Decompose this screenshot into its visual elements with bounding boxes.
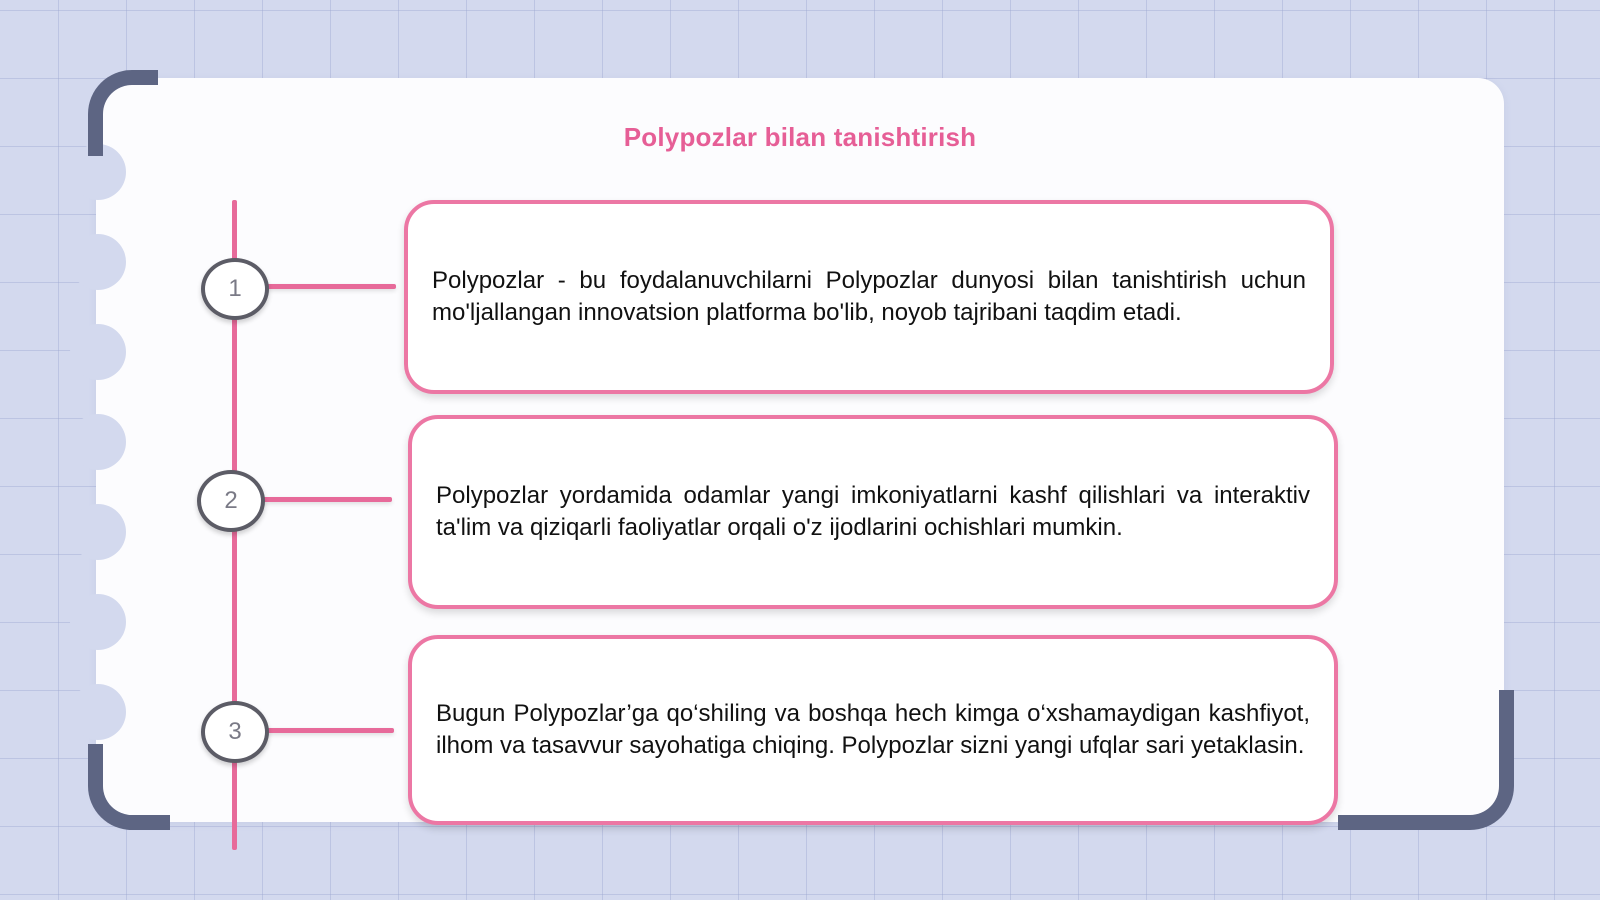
scallop-decoration [70, 504, 126, 560]
step-number: 1 [228, 275, 242, 302]
timeline-connector [260, 497, 392, 502]
step-number-badge [201, 701, 269, 763]
step-text: Polypozlar yordamida odamlar yangi imkoniyatlarni kashf qilishlari va interaktiv ta'lim va qiziqarli faoliyatlar orqali o'z ijodlarini ochishlari mumkin. [436, 482, 1310, 541]
timeline-connector [264, 284, 396, 289]
step-text: Bugun Polypozlar’ga qo‘shiling va boshqa hech kimga o‘xshamaydigan kashfiyot, ilhom va tasavvur sayohatiga chiqing. Polypozlar sizni yangi ufqlar sari yetaklasin. [436, 700, 1310, 759]
corner-bracket-bottom-right [1338, 690, 1514, 830]
step-card [408, 415, 1338, 609]
scallop-decoration [70, 324, 126, 380]
step-number-badge [197, 470, 265, 532]
step-number-badge [201, 258, 269, 320]
step-text: Polypozlar - bu foydalanuvchilarni Polypozlar dunyosi bilan tanishtirish uchun mo'ljallangan innovatsion platforma bo'lib, noyob tajribani taqdim etadi. [432, 267, 1306, 326]
step-card [404, 200, 1334, 394]
timeline-connector [264, 728, 394, 733]
corner-bracket-bottom-left [88, 744, 170, 830]
scallop-decoration [70, 414, 126, 470]
scallop-decoration [70, 234, 126, 290]
step-number: 2 [224, 487, 238, 514]
scallop-decoration [70, 684, 126, 740]
scallop-decoration [70, 594, 126, 650]
slide-title: Polypozlar bilan tanishtirish [623, 122, 977, 152]
step-number: 3 [228, 718, 242, 745]
step-card [408, 635, 1338, 825]
